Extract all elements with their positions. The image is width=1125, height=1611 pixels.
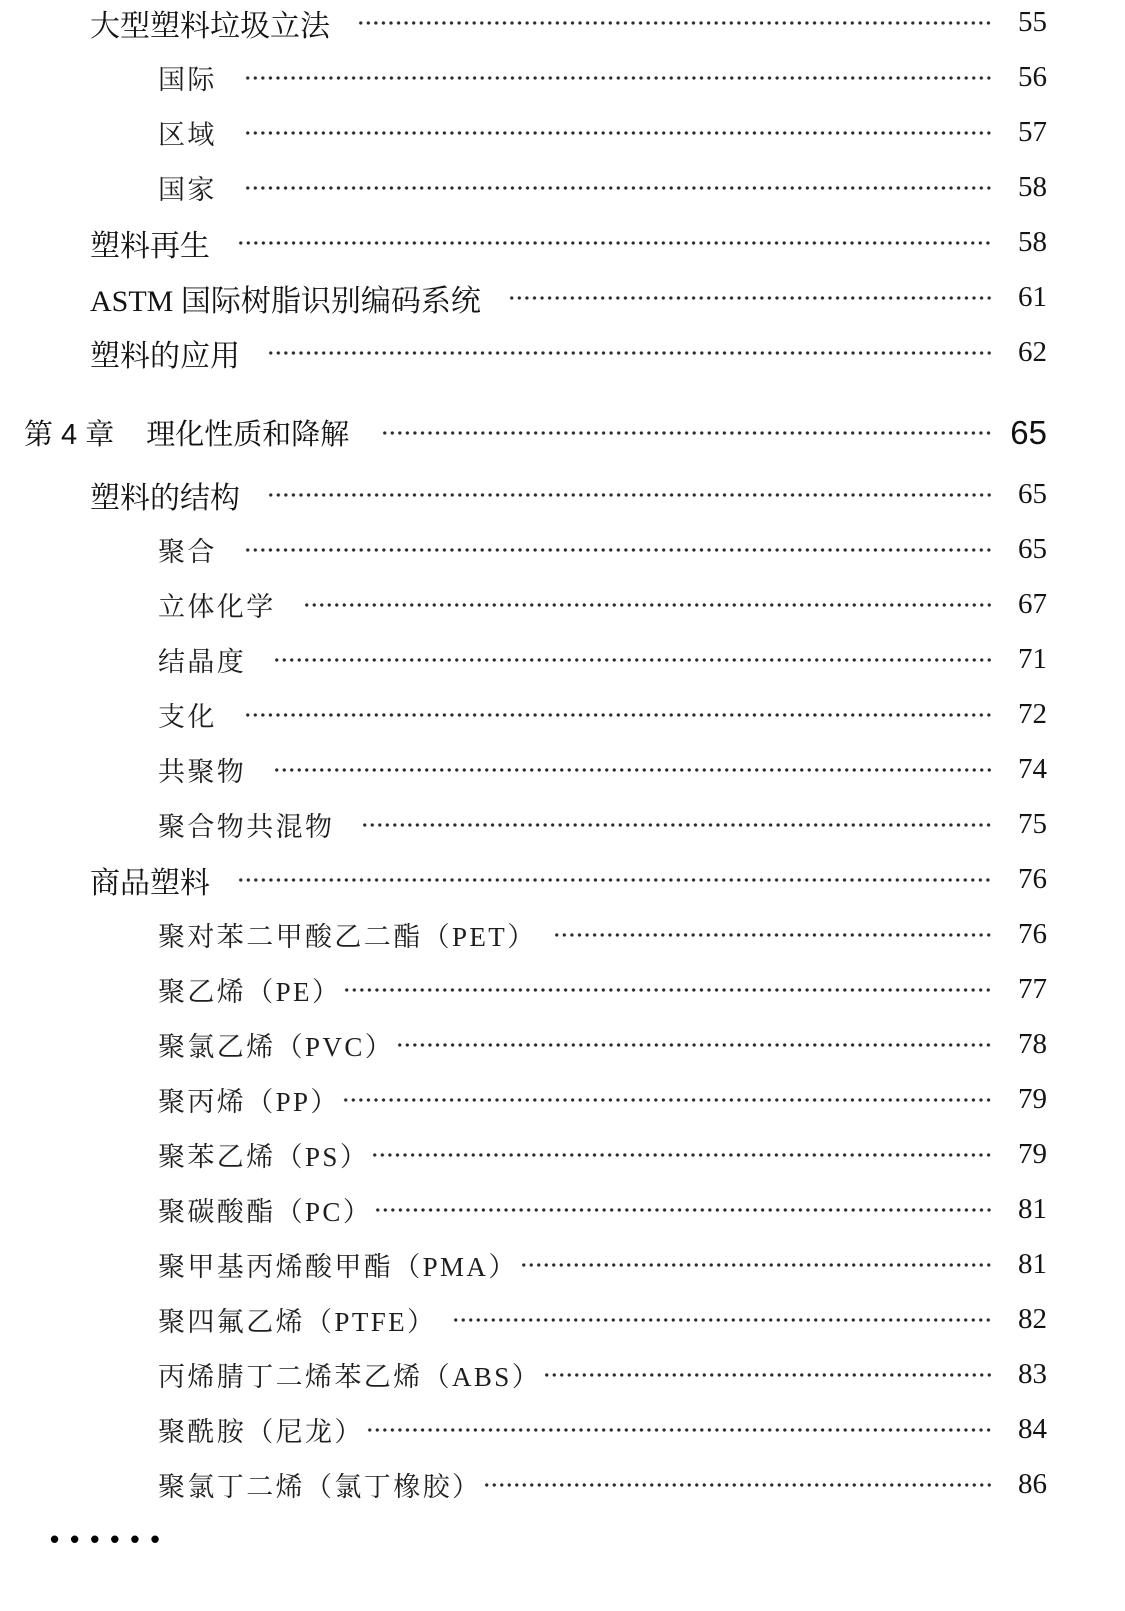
page-number: 83 — [1018, 1358, 1047, 1390]
page-number: 76 — [1018, 918, 1047, 950]
dot-leader — [343, 986, 993, 994]
section-title: 大型塑料垃圾立法 — [90, 9, 330, 43]
dot-leader — [361, 821, 993, 829]
subsection-title: 聚氯乙烯（PVC） — [158, 1032, 395, 1062]
subsection-title: 国际 — [158, 65, 217, 95]
toc-section-entry — [0, 0, 1125, 50]
dot-leader — [244, 74, 993, 82]
section-title: 塑料的结构 — [90, 481, 240, 515]
toc-section-entry — [0, 852, 1125, 907]
continuation-mark — [0, 1512, 1125, 1567]
page-number: 78 — [1018, 1028, 1047, 1060]
dot-leader — [371, 1151, 993, 1159]
dot-leader — [396, 1041, 993, 1049]
page-number: 79 — [1018, 1083, 1047, 1115]
page-number: 81 — [1018, 1193, 1047, 1225]
toc-subsection-entry — [0, 1072, 1125, 1127]
page-number: 75 — [1018, 808, 1047, 840]
subsection-title: 共聚物 — [158, 757, 247, 787]
page-number: 65 — [1018, 533, 1047, 565]
dot-leader — [508, 294, 993, 302]
toc-subsection-entry — [0, 1017, 1125, 1072]
subsection-title: 聚酰胺（尼龙） — [158, 1417, 364, 1447]
page-number: 58 — [1018, 171, 1047, 203]
toc-subsection-entry — [0, 50, 1125, 105]
page-number: 82 — [1018, 1303, 1047, 1335]
subsection-title: 国家 — [158, 175, 217, 205]
section-title: 商品塑料 — [90, 866, 210, 900]
toc-section-entry — [0, 467, 1125, 522]
toc-subsection-entry — [0, 687, 1125, 742]
subsection-title: 聚丙烯（PP） — [158, 1087, 340, 1117]
page-number: 58 — [1018, 226, 1047, 258]
dot-leader — [374, 1206, 993, 1214]
dot-leader — [273, 766, 993, 774]
page-number: 84 — [1018, 1413, 1047, 1445]
dot-leader — [543, 1371, 993, 1379]
chapter-page-number: 65 — [1010, 413, 1047, 451]
toc-subsection-entry — [0, 632, 1125, 687]
dot-leader — [553, 931, 993, 939]
dot-leader — [342, 1096, 993, 1104]
toc-subsection-entry — [0, 1127, 1125, 1182]
page-number: 62 — [1018, 336, 1047, 368]
toc-subsection-entry — [0, 797, 1125, 852]
toc-subsection-entry — [0, 522, 1125, 577]
page-number: 57 — [1018, 116, 1047, 148]
subsection-title: 聚合 — [158, 537, 217, 567]
page-number: 67 — [1018, 588, 1047, 620]
page-number: 72 — [1018, 698, 1047, 730]
page-number: 81 — [1018, 1248, 1047, 1280]
chapter-label: 第 4 章 — [24, 419, 115, 451]
page-number: 76 — [1018, 863, 1047, 895]
dot-leader — [303, 601, 993, 609]
toc-subsection-entry — [0, 907, 1125, 962]
dot-leader — [366, 1426, 993, 1434]
page-number: 55 — [1018, 6, 1047, 38]
toc-subsection-entry — [0, 1182, 1125, 1237]
subsection-title: 聚苯乙烯（PS） — [158, 1142, 370, 1172]
toc-section-entry — [0, 325, 1125, 380]
toc-subsection-entry — [0, 962, 1125, 1017]
page-number: 71 — [1018, 643, 1047, 675]
page-number: 74 — [1018, 753, 1047, 785]
toc-section-entry — [0, 270, 1125, 325]
toc-subsection-entry — [0, 1402, 1125, 1457]
toc-subsection-entry — [0, 1292, 1125, 1347]
page-number: 79 — [1018, 1138, 1047, 1170]
dot-leader — [267, 491, 993, 499]
toc-subsection-entry — [0, 577, 1125, 632]
dot-leader — [381, 429, 993, 437]
toc-subsection-entry — [0, 742, 1125, 797]
dot-leader — [267, 349, 993, 357]
page-number: 65 — [1018, 478, 1047, 510]
page-number: 86 — [1018, 1468, 1047, 1500]
section-title: 塑料的应用 — [90, 339, 240, 373]
dot-leader — [244, 711, 993, 719]
dot-leader — [520, 1261, 993, 1269]
subsection-title: 聚碳酸酯（PC） — [158, 1197, 373, 1227]
subsection-title: 丙烯腈丁二烯苯乙烯（ABS） — [158, 1362, 542, 1392]
chapter-title: 理化性质和降解 — [146, 419, 350, 451]
page-number: 61 — [1018, 281, 1047, 313]
dot-leader — [244, 129, 993, 137]
subsection-title: 聚四氟乙烯（PTFE） — [158, 1307, 437, 1337]
page-number: 77 — [1018, 973, 1047, 1005]
dot-leader — [483, 1481, 993, 1489]
dot-leader — [357, 19, 993, 27]
chapter-heading — [0, 405, 1125, 460]
dot-leader — [452, 1316, 993, 1324]
subsection-title: 聚甲基丙烯酸甲酯（PMA） — [158, 1252, 518, 1282]
dot-leader — [244, 546, 993, 554]
subsection-title: 立体化学 — [158, 592, 276, 622]
toc-subsection-entry — [0, 1347, 1125, 1402]
section-title: ASTM 国际树脂识别编码系统 — [90, 284, 481, 318]
toc-section-entry — [0, 215, 1125, 270]
subsection-title: 区域 — [158, 120, 217, 150]
subsection-title: 聚对苯二甲酸乙二酯（PET） — [158, 922, 537, 952]
dot-leader — [273, 656, 993, 664]
subsection-title: 聚乙烯（PE） — [158, 977, 342, 1007]
toc-subsection-entry — [0, 1457, 1125, 1512]
subsection-title: 聚合物共混物 — [158, 812, 335, 842]
dot-leader — [237, 876, 993, 884]
dot-leader — [244, 184, 993, 192]
toc-subsection-entry — [0, 105, 1125, 160]
subsection-title: 支化 — [158, 702, 217, 732]
toc-subsection-entry — [0, 160, 1125, 215]
page-number: 56 — [1018, 61, 1047, 93]
subsection-title: 聚氯丁二烯（氯丁橡胶） — [158, 1472, 482, 1502]
toc-subsection-entry — [0, 1237, 1125, 1292]
section-title: 塑料再生 — [90, 229, 210, 263]
dot-leader — [237, 239, 993, 247]
continuation-dots: •••••• — [50, 1524, 171, 1554]
subsection-title: 结晶度 — [158, 647, 247, 677]
